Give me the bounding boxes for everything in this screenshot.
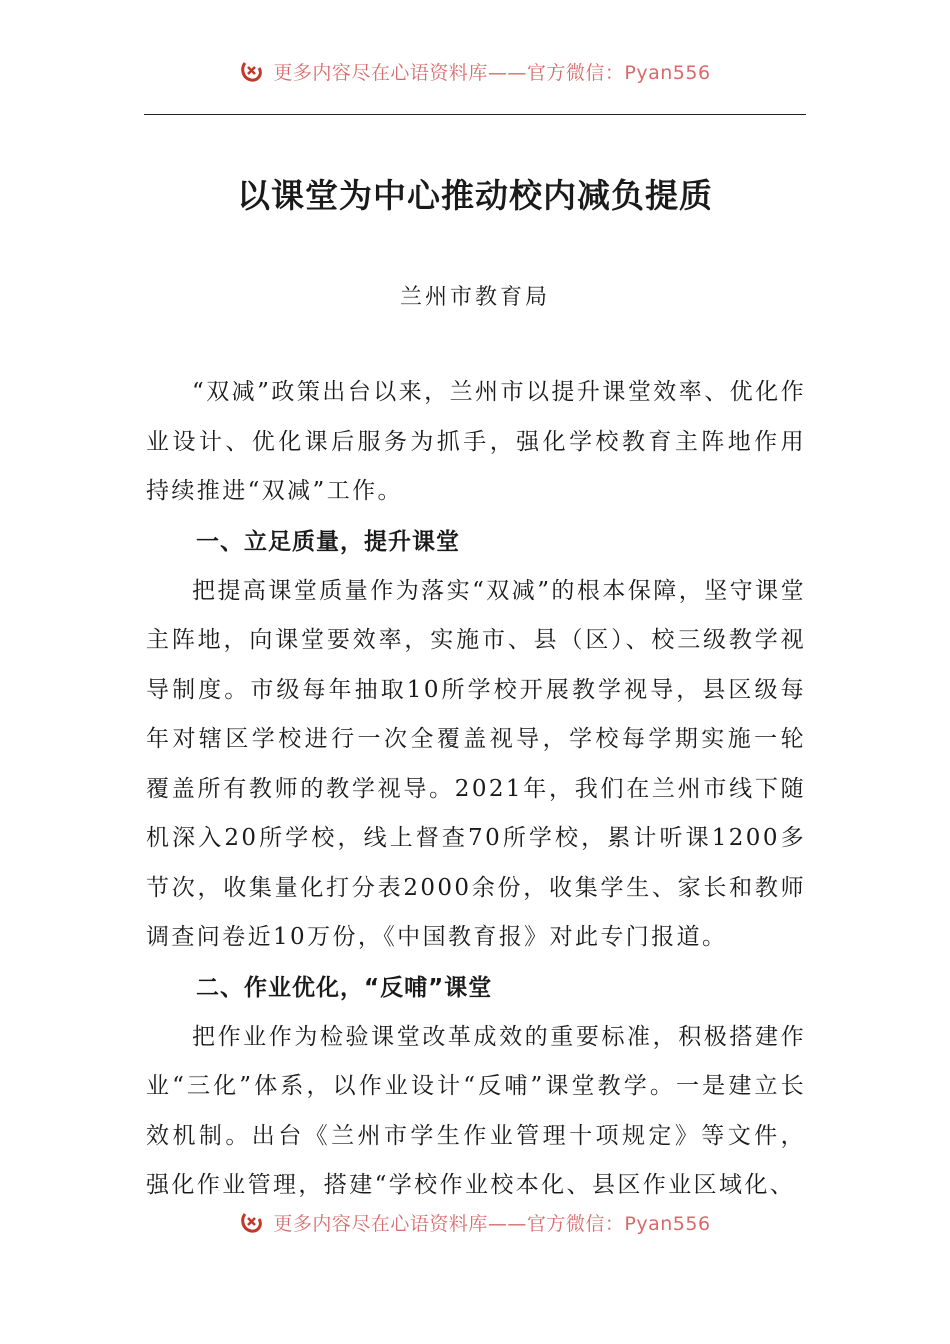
brand-logo-icon: [239, 1209, 265, 1235]
watermark-bottom: [0, 1208, 950, 1236]
brand-logo-icon: [239, 58, 265, 84]
section-1-paragraph: 把提高课堂质量作为落实“双减”的根本保障，坚守课堂主阵地，向课堂要效率，实施市、县（区）、校三级教学视导制度。市级每年抽取10所学校开展教学视导，县区级每年对辖区学校进行一次全覆盖视导，学校每学期实施一轮覆盖所有教师的教学视导。2021年，我们在兰州市线下随机深入20所学校，线上督查70所学校，累计听课1200多节次，收集量化打分表2000余份，收集学生、家长和教师调查问卷近10万份，《中国教育报》对此专门报道。: [146, 577, 806, 950]
section-heading-1: 一、立足质量，提升课堂: [196, 528, 460, 555]
document-author: 兰州市教育局: [399, 285, 550, 310]
document-body: [146, 368, 806, 1211]
section-heading-2: 二、作业优化，“反哺”课堂: [196, 974, 493, 1001]
header-rule: [144, 114, 806, 115]
section-2-paragraph: 把作业作为检验课堂改革成效的重要标准，积极搭建作业“三化”体系，以作业设计“反哺”课堂教学。一是建立长效机制。出台《兰州市学生作业管理十项规定》等文件，强化作业管理，搭建“学校作业校本化、县区作业区域化、: [146, 1023, 806, 1198]
watermark-text: 更多内容尽在心语资料库——官方微信：Pyan556: [273, 1212, 711, 1235]
document-title: 以课堂为中心推动校内减负提质: [237, 176, 713, 215]
watermark-text: 更多内容尽在心语资料库——官方微信：Pyan556: [273, 61, 711, 84]
watermark-top: [0, 57, 950, 85]
intro-paragraph: “双减”政策出台以来，兰州市以提升课堂效率、优化作业设计、优化课后服务为抓手，强化学校教育主阵地作用持续推进“双减”工作。: [146, 379, 806, 504]
